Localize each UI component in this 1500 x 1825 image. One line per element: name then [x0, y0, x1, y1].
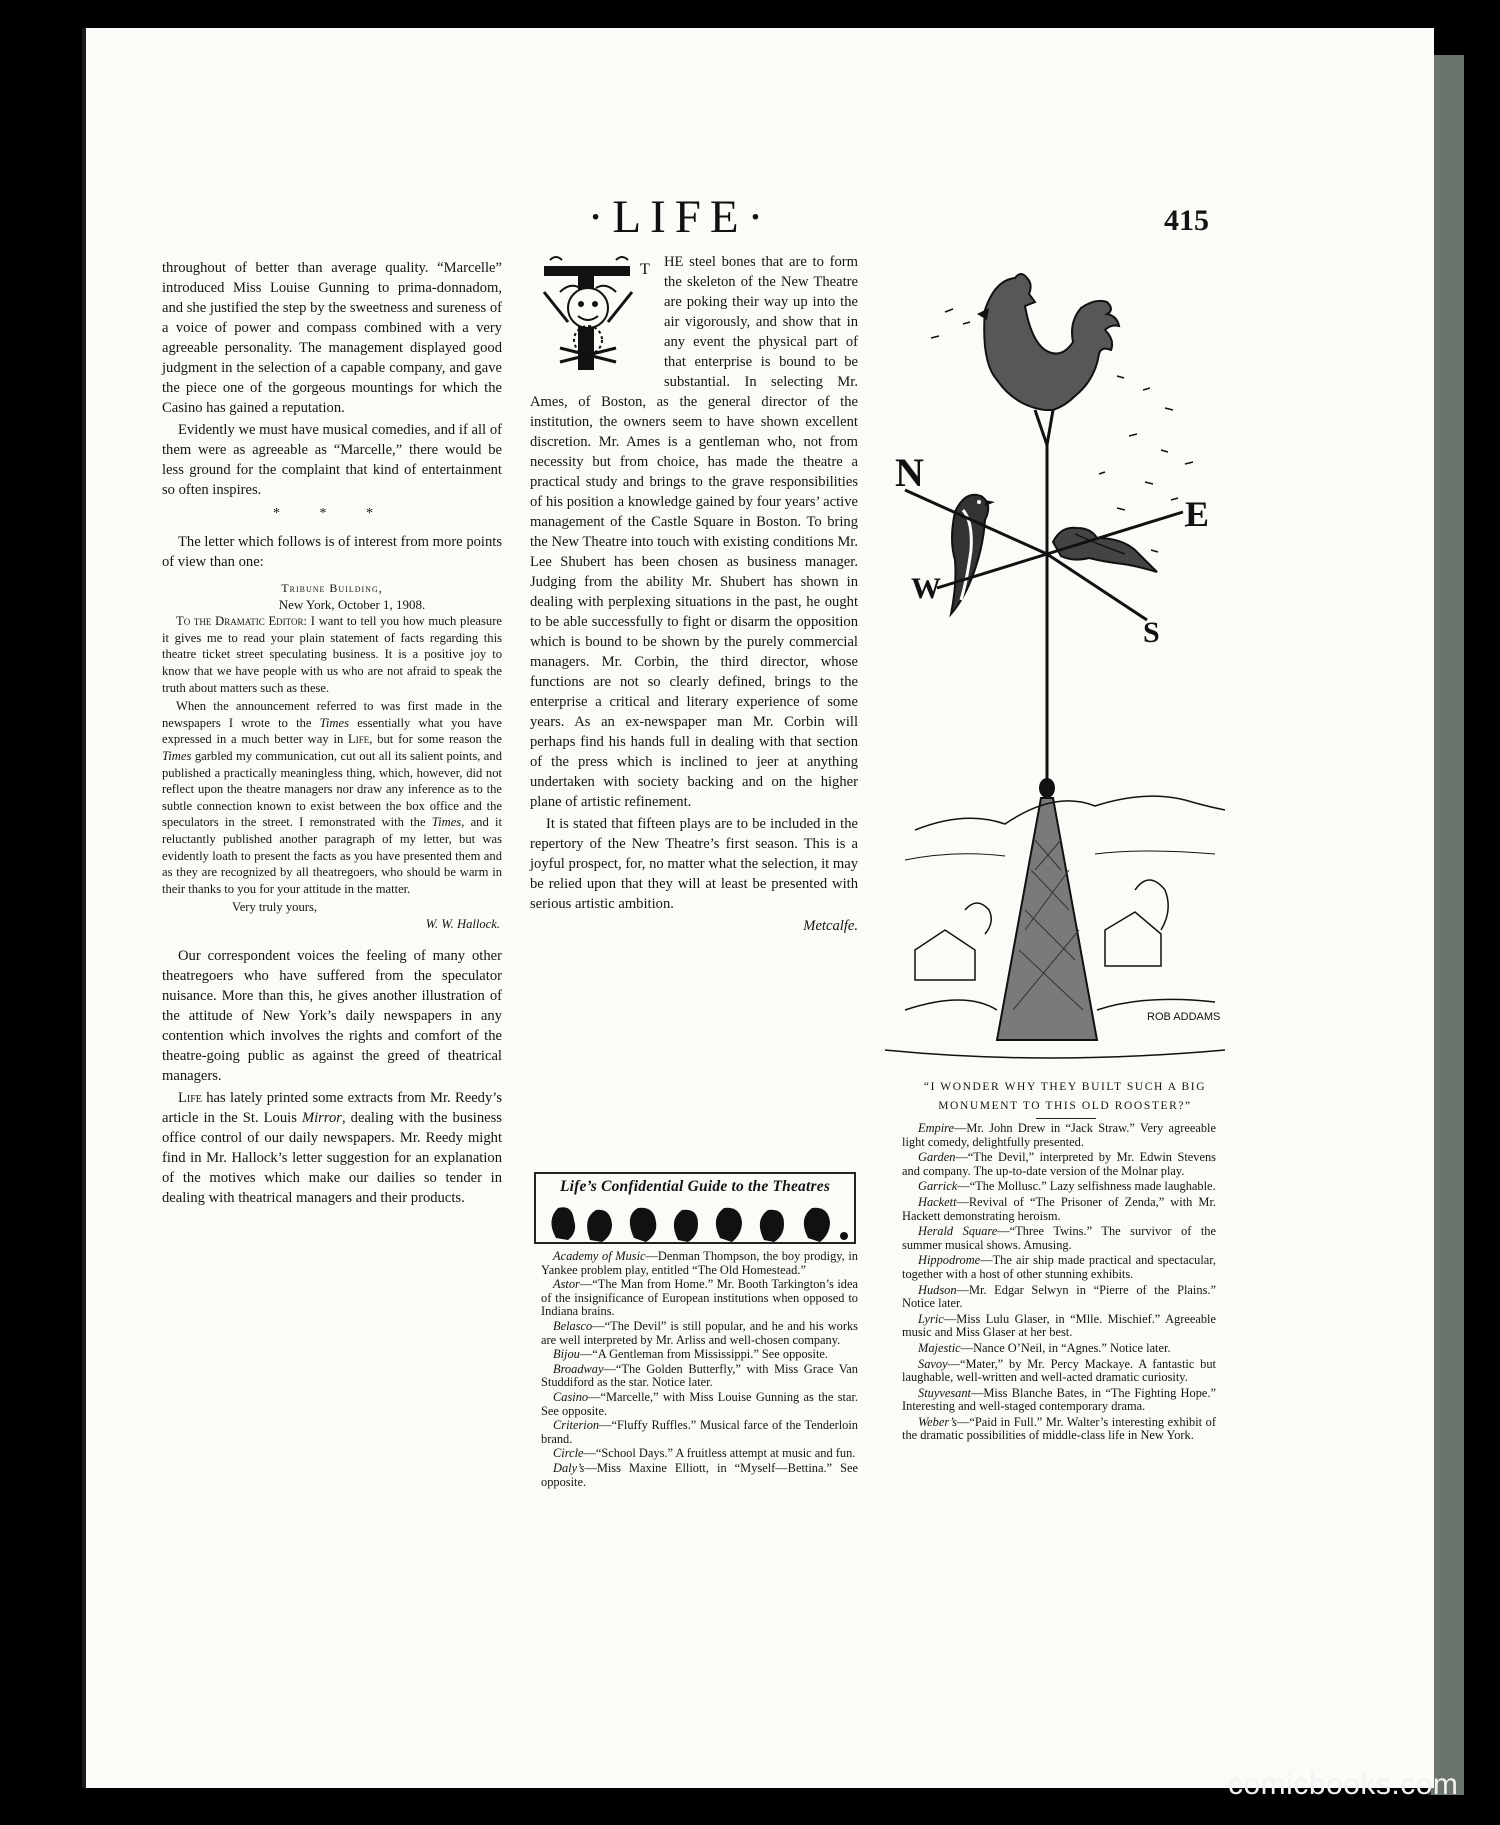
masthead-title: ·LIFE· — [587, 191, 773, 243]
theatre-guide-entries-left — [541, 1250, 858, 1490]
guide-entry-text: —Denman Thompson, the boy prodigy, in Yankee problem play, entitled “The Old Homestead.” — [541, 1249, 858, 1277]
artist-signature: ROB ADDAMS — [1147, 1011, 1221, 1023]
guide-entry-theatre: Belasco — [553, 1318, 593, 1333]
section-divider: * * * — [273, 506, 391, 521]
guide-entry-text: —“Fluffy Ruffles.” Musical farce of the Tenderloin brand. — [541, 1418, 858, 1446]
paragraph: HE steel bones that are to form the skeleton of the New Theatre are poking their way up into the air vigorously, and show that in any event the physical part of that enterprise is bound to be substantial. In selecting Mr. Ames, of Boston, as the general director of the institution, the owners seem to have shown excellent discretion. Mr. Ames is a gentleman who, not from necessity but from choice, has made the theatre a practical study and brings to the grave responsibilities of his position a knowledge gained by four years’ active management of the Castle Square in Boston. To bring the New Theatre into touch with existing conditions Mr. Lee Shubert has been chosen as business manager. Judging from the ability Mr. Shubert has shown in dealing with perplexing situations in the past, he ought to be able successfully to fight or disarm the opposition which is bound to be shown by the purely commercial managers. Mr. Corbin, the third director, whose functions are not so clearly defined, brings to the enterprise a critical and literary experience of some years. As an ex-newspaper man Mr. Corbin will perhaps find his hands full in dealing with that section of the press which is inclined to jeer at anything undertaken with society backing and on the higher plane of artistic refinement. — [530, 254, 858, 810]
guide-entry-theatre: Garden — [918, 1150, 956, 1165]
guide-entry-theatre: Hudson — [918, 1282, 957, 1297]
guide-entry — [902, 1151, 1216, 1178]
guide-entry — [541, 1462, 858, 1489]
guide-entry-theatre: Lyric — [918, 1311, 944, 1326]
guide-entry-text: —Mr. John Drew in “Jack Straw.” Very agreeable light comedy, delightfully presented. — [902, 1121, 1216, 1149]
compass-e: E — [1185, 494, 1210, 534]
guide-entry-theatre: Academy of Music — [553, 1249, 646, 1263]
guide-entry — [541, 1278, 858, 1319]
theatre-guide-title: Life’s Confidential Guide to the Theatres — [559, 1178, 831, 1195]
guide-entry-theatre: Casino — [553, 1389, 589, 1404]
letter-paragraph: When the announcement referred to was first made in the newspapers I wrote to the Times essentially what you have expressed in a much better way in Life, but for some reason the Times garbled my communication, cut out all its salient points, and published a practically meaningless thing, which, however, did not reflect upon the theatre managers nor draw any inference as to the subtle connection known to exist between the box office and the speculators in the street. I remonstrated with the Times, and it reluctantly published another paragraph of my letter, but was evidently loath to present the facts as you have presented them and as they are recognized by all theatregoers, who should be warm in their thanks to you for your attitude in the matter. — [162, 699, 502, 896]
guide-entry-text: —“A Gentleman from Mississippi.” See opposite. — [579, 1347, 828, 1362]
guide-entry-theatre: Criterion — [553, 1418, 600, 1433]
guide-entry-text: —“The Mollusc.” Lazy selfishness made laughable. — [957, 1179, 1216, 1194]
guide-entry — [902, 1342, 1216, 1356]
guide-entry — [541, 1348, 858, 1362]
guide-entry — [902, 1313, 1216, 1340]
guide-entry-text: —“The Devil” is still popular, and he and his works are well interpreted by Mr. Arliss and well-chosen company. — [541, 1318, 858, 1347]
compass-s: S — [1143, 616, 1160, 649]
theatre-guide-banner — [534, 1172, 856, 1244]
guide-entry — [541, 1419, 858, 1446]
column-middle — [530, 252, 858, 936]
guide-entry — [902, 1180, 1216, 1194]
letter-closing: Very truly yours, — [232, 900, 317, 915]
decorated-dropcap-t — [530, 252, 658, 392]
guide-entry-theatre: Daly’s — [553, 1460, 585, 1475]
guide-entry-theatre: Hackett — [918, 1194, 957, 1209]
guide-entry-theatre: Stuyvesant — [918, 1385, 971, 1400]
guide-entry — [902, 1196, 1216, 1223]
guide-entry-text: —“Paid in Full.” Mr. Walter’s interesting exhibit of the dramatic possibilities of middle-class life in New York. — [902, 1414, 1216, 1443]
letter — [162, 580, 502, 932]
guide-entry-theatre: Empire — [918, 1121, 955, 1135]
guide-entry — [541, 1320, 858, 1347]
guide-entry-theatre: Circle — [553, 1446, 584, 1461]
guide-entry-text: —Nance O’Neil, in “Agnes.” Notice later. — [960, 1340, 1171, 1355]
compass-w: W — [911, 572, 941, 605]
guide-entry-text: —“The Golden Butterfly,” with Miss Grace Van Studdiford as the star. Notice later. — [541, 1361, 858, 1390]
paragraph: Evidently we must have musical comedies, and if all of them were as agreeable as “Marcelle,” there would be less ground for the complaint that kind of entertainment so often inspires. — [162, 422, 502, 498]
letter-salutation: To the Dramatic Editor: — [176, 614, 308, 629]
guide-entry — [902, 1122, 1216, 1149]
column-left — [162, 258, 502, 1210]
guide-entry-text: —“Three Twins.” The survivor of the summer musical shows. Amusing. — [902, 1224, 1216, 1252]
guide-entry — [541, 1447, 858, 1461]
letter-paragraph: To the Dramatic Editor: I want to tell you how much pleasure it gives me to read your plain statement of facts regarding this theatre ticket street speculating business. It is a positive joy to know that we have people with us who are not afraid to speak the truth about matters such as these. — [162, 614, 502, 695]
guide-entry — [902, 1387, 1216, 1414]
guide-entry-theatre: Bijou — [553, 1347, 580, 1362]
page-number: 415 — [1164, 204, 1209, 237]
letter-dateline: Tribune Building, — [281, 581, 383, 595]
guide-entry-theatre: Weber’s — [918, 1414, 958, 1429]
guide-entry — [541, 1391, 858, 1418]
guide-entry-text: —“Marcelle,” with Miss Louise Gunning as the star. See opposite. — [541, 1389, 858, 1418]
theatre-guide-entries-right — [902, 1122, 1216, 1445]
paragraph: It is stated that fifteen plays are to be included in the repertory of the New Theatre’s first season. This is a joyful prospect, for, no matter what the selection, it may be relied upon that they will at least be presented with serious artistic ambition. — [530, 816, 858, 912]
guide-entry-theatre: Broadway — [553, 1361, 604, 1376]
guide-entry-theatre: Garrick — [918, 1179, 958, 1194]
caption-rule — [1036, 1118, 1096, 1119]
guide-entry-text: —Miss Maxine Elliott, in “Myself—Bettina.” See opposite. — [541, 1460, 858, 1489]
guide-entry-text: —Mr. Edgar Selwyn in “Pierre of the Plains.” Notice later. — [902, 1282, 1216, 1311]
author-signature: Metcalfe. — [803, 918, 858, 934]
guide-entry-theatre: Herald Square — [918, 1224, 998, 1239]
guide-entry-text: —“The Devil,” interpreted by Mr. Edwin Stevens and company. The up-to-date version of the Molnar play. — [902, 1150, 1216, 1178]
guide-entry-text: —Miss Lulu Glaser, in “Mlle. Mischief.” Agreeable music and Miss Glaser at her best. — [902, 1311, 1216, 1340]
guide-entry-theatre: Hippodrome — [918, 1253, 981, 1268]
guide-entry — [902, 1416, 1216, 1443]
guide-entry-theatre: Astor — [553, 1277, 580, 1292]
paragraph: The letter which follows is of interest from more points of view than one: — [162, 534, 502, 570]
svg-text:T: T — [640, 261, 650, 278]
guide-entry-text: —Revival of “The Prisoner of Zenda,” with Mr. Hackett demonstrating heroism. — [902, 1194, 1216, 1223]
guide-entry — [541, 1363, 858, 1390]
guide-entry-text: —The air ship made practical and spectacular, together with a host of other stunning exhibits. — [902, 1253, 1216, 1281]
compass-n: N — [895, 450, 924, 495]
guide-entry-theatre: Savoy — [918, 1356, 948, 1371]
silhouette-faces-icon — [538, 1200, 854, 1244]
guide-entry-text: —“School Days.” A fruitless attempt at music and fun. — [583, 1446, 856, 1461]
guide-entry — [902, 1254, 1216, 1281]
guide-entry — [902, 1358, 1216, 1385]
letter-date: New York, October 1, 1908. — [278, 596, 426, 612]
guide-entry-theatre: Majestic — [918, 1340, 961, 1355]
paragraph: Life has lately printed some extracts from Mr. Reedy’s article in the St. Louis Mirror, dealing with the business office control of our daily newspapers. Mr. Reedy might find in Mr. Hallock’s letter suggestion for an explanation of the motives which make our dailies so tender in dealing with theatrical managers and their products. — [162, 1090, 502, 1207]
paragraph: throughout of better than average quality. “Marcelle” introduced Miss Louise Gunning to prima-donnadom, and she justified the step by the sweetness and sureness of a voice of power and compass combined with a very agreeable personality. The management displayed good judgment in the selection of a capable company, and gave the piece one of the gorgeous mountings for which the Casino has gained a reputation. — [162, 260, 502, 416]
illustration-caption: “I WONDER WHY THEY BUILT SUCH A BIG MONUMENT TO THIS OLD ROOSTER?” — [923, 1081, 1207, 1112]
guide-entry — [902, 1284, 1216, 1311]
letter-signature: W. W. Hallock. — [425, 916, 500, 931]
guide-entry-text: —“The Man from Home.” Mr. Booth Tarkington’s idea of the insignificance of European institutions when opposed to Indiana brains. — [541, 1277, 858, 1319]
guide-entry — [902, 1225, 1216, 1252]
guide-entry — [541, 1250, 858, 1277]
weathervane-rooster-illustration — [885, 250, 1245, 1070]
guide-entry-text: —Miss Blanche Bates, in “The Fighting Hope.” Interesting and well-staged contemporary drama. — [902, 1385, 1216, 1414]
guide-entry-text: —“Mater,” by Mr. Percy Mackaye. A fantastic but laughable, well-written and well-acted dramatic curiosity. — [902, 1356, 1216, 1385]
paragraph: Our correspondent voices the feeling of many other theatregoers who have suffered from the speculator nuisance. More than this, he gives another illustration of the attitude of New York’s daily newspapers in any contention which involves the rights and comfort of the theatre-going public as against the greed of theatrical managers. — [162, 948, 502, 1085]
watermark: comicbooks.com — [1228, 1768, 1459, 1801]
